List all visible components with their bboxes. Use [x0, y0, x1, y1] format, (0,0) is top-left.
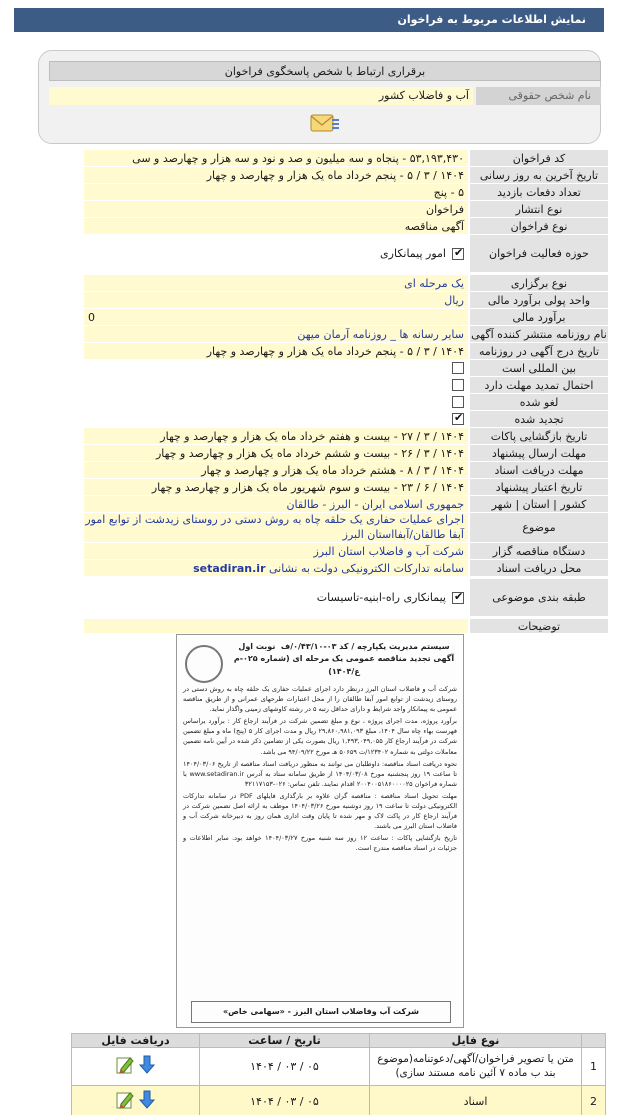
visits-label: تعداد دفعات بازدید [470, 184, 608, 201]
extension-checkbox[interactable] [452, 379, 464, 391]
doc-deadline-label: مهلت دریافت اسناد [470, 462, 608, 479]
organizer-label: دستگاه مناقصه گزار [470, 543, 608, 560]
international-checkbox[interactable] [452, 362, 464, 374]
doc-title-1-text: سیستم مدیریت یکپارچه / کد ۰۳-۰/۴۳/۱۰/ف [280, 642, 450, 651]
holding-type-label: نوع برگزاری [470, 275, 608, 292]
category-text: پیمانکاری راه-ابنیه-تاسیسات [316, 591, 446, 604]
category-value [84, 579, 468, 617]
file-type: متن یا تصویر فراخوان/آگهی/دعوتنامه(موضوع بند ب ماده ۷ آئین نامه مستند سازی) [370, 1048, 582, 1086]
files-header-date: تاریخ / ساعت [200, 1034, 370, 1048]
row-validity-date [84, 479, 608, 496]
contact-name-value: آب و فاضلاب کشور [49, 87, 473, 105]
doc-deadline-value: ۱۴۰۴ / ۳ / ۸ - هشتم خرداد ماه یک هزار و چهارصد و چهار [84, 462, 468, 479]
last-update-value: ۱۴۰۴ / ۳ / ۵ - پنجم خرداد ماه یک هزار و چهارصد و چهار [84, 167, 468, 184]
publish-date-value: ۱۴۰۴ / ۳ / ۵ - پنجم خرداد ماه یک هزار و چهارصد و چهار [84, 343, 468, 360]
row-currency [84, 292, 608, 309]
files-header-type: نوع فایل [370, 1034, 582, 1048]
publish-type-value: فراخوان [84, 201, 468, 218]
file-download-cell [72, 1086, 200, 1115]
row-international [84, 360, 608, 377]
page-header: نمایش اطلاعات مربوط به فراخوان [14, 8, 604, 32]
contact-name-label: نام شخص حقوقی [476, 87, 601, 105]
envelope-icon[interactable] [310, 112, 340, 136]
location-label: کشور | استان | شهر [470, 496, 608, 513]
doc-place-text: سامانه تدارکات الکترونیکی دولت به نشانی [269, 561, 464, 575]
publish-type-label: نوع انتشار [470, 201, 608, 218]
location-value: جمهوری اسلامی ایران - البرز - طالقان [84, 496, 468, 513]
row-publish-type [84, 201, 608, 218]
doc-place-value [84, 560, 468, 577]
files-header-row [72, 1034, 606, 1048]
edit-icon[interactable] [115, 1055, 135, 1075]
call-type-label: نوع فراخوان [470, 218, 608, 235]
doc-place-label: محل دریافت اسناد [470, 560, 608, 577]
doc-paragraph-4: مهلت تحویل اسناد مناقصه : مناقصه گران علاوه بر بارگذاری فایلهای PDF در سامانه تدارکات الکترونیکی دولت تا ساعت ۱۹ روز دوشنبه مورخ ۱۴۰۴/۰۳/۲۶ موظف به ارائه اصل تضمین شرکت در فرآیند ارجاع کار در پاکت لاک و مهر شده تا پایان وقت اداری همان روز به دبیرخانه شرکت آب و فاضلاب استان البرز می باشند. [183, 791, 457, 830]
row-extension [84, 377, 608, 394]
doc-paragraph-2: برآورد پروژه، مدت اجرای پروژه ، نوع و مبلغ تضمین شرکت در فرآیند ارجاع کار : برآورد براساس فهرست بهاء چاه سال ۱۴۰۴، مبلغ ۲۹,۸۶۰,۹۸۱,۰۹۳ ریال و مدت اجرای کار ۵ (پنج) ماه و مبلغ تضمین شرکت در فرآیند ارجاع کار ۱,۴۹۳,۰۴۹,۰۵۵ ریال بصورت یکی از تضامین ذکر شده در آیین نامه تضمین معاملات دولتی به شماره ۱۲۳۴۰۲/ت ۵۰۶۵۹ هـ مورخ ۹۴/۰۹/۲۲ می باشد. [183, 717, 458, 756]
row-code [84, 150, 608, 167]
opening-date-label: تاریخ بازگشایی پاکات [470, 428, 608, 445]
visits-value: ۵ - پنج [84, 184, 468, 201]
submit-deadline-value: ۱۴۰۴ / ۳ / ۲۶ - بیست و ششم خرداد ماه یک هزار و چهارصد و چهار [84, 445, 468, 462]
row-estimate [84, 309, 608, 326]
files-header-num [582, 1034, 606, 1048]
download-icon[interactable] [137, 1055, 157, 1075]
doc-badge: نوبت اول [238, 642, 276, 651]
doc-title-2: آگهی تجدید مناقصه عمومی یک مرحله ای (شماره ۰۲۵-م ع/۱۴۰۴) [233, 654, 455, 676]
doc-paragraph-1: شرکت آب و فاضلاب استان البرز درنظر دارد اجرای عملیات حفاری یک حلقه چاه به روش دستی در روستای زیدشت از توابع امور آبفا طالقان را از محل اعتبارات طرحهای عمرانی و از طریق مناقصه عمومی به پیمانکار واجد شرایط و دارای حداقل رتبه ۵ در رشته کاوشهای زمینی واگذار نماید. [183, 685, 457, 714]
subject-label: موضوع [470, 513, 608, 543]
estimate-value: 0 [84, 309, 468, 326]
estimate-label: برآورد مالی [470, 309, 608, 326]
extension-value [84, 377, 468, 394]
row-cancelled [84, 394, 608, 411]
code-label: کد فراخوان [470, 150, 608, 167]
contact-title: برقراری ارتباط با شخص پاسخگوی فراخوان [49, 61, 601, 81]
opening-date-value: ۱۴۰۴ / ۳ / ۲۷ - بیست و هفتم خرداد ماه یک هزار و چهارصد و چهار [84, 428, 468, 445]
extension-label: احتمال تمدید مهلت دارد [470, 377, 608, 394]
file-num: 1 [582, 1048, 606, 1086]
doc-title-1 [231, 641, 457, 653]
submit-deadline-label: مهلت ارسال پیشنهاد [470, 445, 608, 462]
currency-value: ریال [84, 292, 468, 309]
row-submit-deadline [84, 445, 608, 462]
activity-label: حوزه فعالیت فراخوان [470, 235, 608, 273]
international-label: بین المللی است [470, 360, 608, 377]
edit-icon[interactable] [115, 1090, 135, 1110]
file-num: 2 [582, 1086, 606, 1115]
activity-value [84, 235, 468, 273]
cancelled-value [84, 394, 468, 411]
subject-value: اجرای عملیات حفاری یک حلقه چاه به روش دستی در روستای زیدشت از توابع امور آبفا طالقان/آبفااستان البرز [84, 513, 468, 543]
row-holding-type [84, 275, 608, 292]
category-label: طبقه بندی موضوعی [470, 579, 608, 617]
call-type-value: آگهی مناقصه [84, 218, 468, 235]
row-location [84, 496, 608, 513]
organizer-value: شرکت آب و فاضلاب استان البرز [84, 543, 468, 560]
row-doc-deadline [84, 462, 608, 479]
renewed-label: تجدید شده [470, 411, 608, 428]
doc-paragraph-3: نحوه دریافت اسناد مناقصه: داوطلبان می توانند به منظور دریافت اسناد مناقصه از تاریخ ۱۴۰۴/۰۳/۰۶ تا ساعت ۱۹ روز پنجشنبه مورخ ۱۴۰۴/۰۳/۰۸ از طریق سامانه ستاد به آدرس www.setadiran.ir با شماره فراخوان ۲۰۰۴۰۰۵۱۸۶۰۰۰۰۲۵ اقدام نمایند. تلفن تماس: ۰۲۶-۳۲۱۱۷۱۵۳ [183, 759, 458, 788]
code-value: ۵۳,۱۹۳,۴۳۰ - پنجاه و سه میلیون و صد و نود و سه هزار و چهارصد و سی [84, 150, 468, 167]
download-icon[interactable] [137, 1090, 157, 1110]
row-renewed [84, 411, 608, 428]
notes-label: توضیحات [470, 619, 608, 634]
row-subject [84, 513, 608, 543]
row-organizer [84, 543, 608, 560]
file-row [72, 1048, 606, 1086]
renewed-checkbox[interactable] [452, 413, 464, 425]
files-table [71, 1033, 606, 1115]
row-notes [84, 619, 608, 634]
cancelled-label: لغو شده [470, 394, 608, 411]
activity-checkbox[interactable] [452, 248, 464, 260]
doc-paragraph-5: تاریخ بازگشایی پاکات : ساعت ۱۲ روز سه شنبه مورخ ۱۴۰۴/۰۳/۲۷ خواهد بود. سایر اطلاعات و جزئیات در اسناد مناقصه مندرج است. [183, 834, 458, 853]
files-header-download: دریافت فایل [72, 1034, 200, 1048]
row-visits [84, 184, 608, 201]
international-value [84, 360, 468, 377]
file-row [72, 1086, 606, 1115]
file-type: اسناد [370, 1086, 582, 1115]
file-date: ۰۵ / ۰۳ / ۱۴۰۴ [200, 1086, 370, 1115]
notes-value [84, 619, 468, 634]
row-call-type [84, 218, 608, 235]
validity-date-label: تاریخ اعتبار پیشنهاد [470, 479, 608, 496]
holding-type-value: یک مرحله ای [84, 275, 468, 292]
row-last-update [84, 167, 608, 184]
doc-place-link[interactable]: setadiran.ir [193, 561, 266, 575]
last-update-label: تاریخ آخرین به روز رسانی [470, 167, 608, 184]
row-activity [84, 235, 608, 273]
file-date: ۰۵ / ۰۳ / ۱۴۰۴ [200, 1048, 370, 1086]
validity-date-value: ۱۴۰۴ / ۶ / ۲۳ - بیست و سوم شهریور ماه یک هزار و چهارصد و چهار [84, 479, 468, 496]
row-doc-place [84, 560, 608, 577]
file-download-cell [72, 1048, 200, 1086]
row-publish-date [84, 343, 608, 360]
category-checkbox[interactable] [452, 592, 464, 604]
cancelled-checkbox[interactable] [452, 396, 464, 408]
activity-text: امور پیمانکاری [380, 247, 446, 260]
currency-label: واحد پولی برآورد مالی [470, 292, 608, 309]
publish-date-label: تاریخ درج آگهی در روزنامه [470, 343, 608, 360]
renewed-value [84, 411, 468, 428]
row-category [84, 579, 608, 617]
newspaper-value: سایر رسانه ها _ روزنامه آرمان میهن [84, 326, 468, 343]
announcement-image[interactable] [176, 634, 464, 1028]
doc-footer: شرکت آب وفاضلاب استان البرز - «سهامی خاص» [191, 1001, 451, 1023]
row-opening-date [84, 428, 608, 445]
newspaper-label: نام روزنامه منتشر کننده آگهی [470, 326, 608, 343]
row-newspaper [84, 326, 608, 343]
